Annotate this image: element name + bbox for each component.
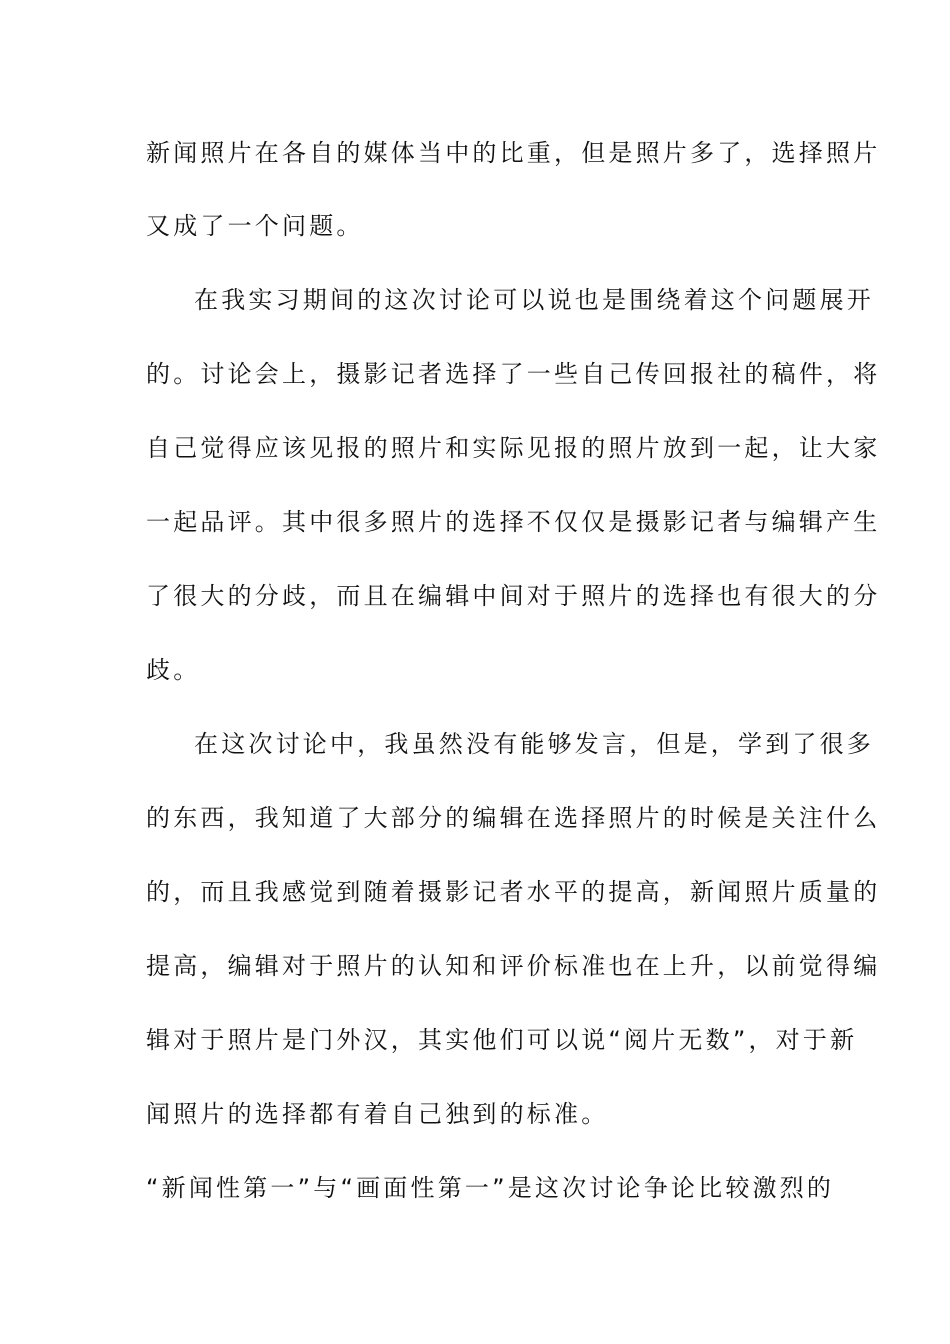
text-line: 闻照片的选择都有着自己独到的标准。 <box>146 1100 609 1128</box>
text-line: 新闻照片在各自的媒体当中的比重，但是照片多了，选择照片 <box>146 139 881 167</box>
text-line: 辑对于照片是门外汉，其实他们可以说“阅片无数”，对于新 <box>146 1026 858 1054</box>
text-line: 又成了一个问题。 <box>146 212 364 240</box>
paragraph-first-line: 在这次讨论中，我虽然没有能够发言，但是，学到了很多 <box>194 730 874 758</box>
text-line: 的，而且我感觉到随着摄影记者水平的提高，新闻照片质量的 <box>146 878 881 906</box>
text-line: 自己觉得应该见报的照片和实际见报的照片放到一起，让大家 <box>146 434 881 462</box>
text-line: 了很大的分歧，而且在编辑中间对于照片的选择也有很大的分 <box>146 582 881 610</box>
text-line: 歧。 <box>146 656 201 684</box>
text-line: 的。讨论会上，摄影记者选择了一些自己传回报社的稿件，将 <box>146 360 881 388</box>
text-line: 提高，编辑对于照片的认知和评价标准也在上升，以前觉得编 <box>146 952 881 980</box>
paragraph-first-line: 在我实习期间的这次讨论可以说也是围绕着这个问题展开 <box>194 286 874 314</box>
text-line: 的东西，我知道了大部分的编辑在选择照片的时候是关注什么 <box>146 804 881 832</box>
paragraph-first-line: “新闻性第一”与“画面性第一”是这次讨论争论比较激烈的 <box>146 1174 835 1202</box>
text-line: 一起品评。其中很多照片的选择不仅仅是摄影记者与编辑产生 <box>146 508 881 536</box>
